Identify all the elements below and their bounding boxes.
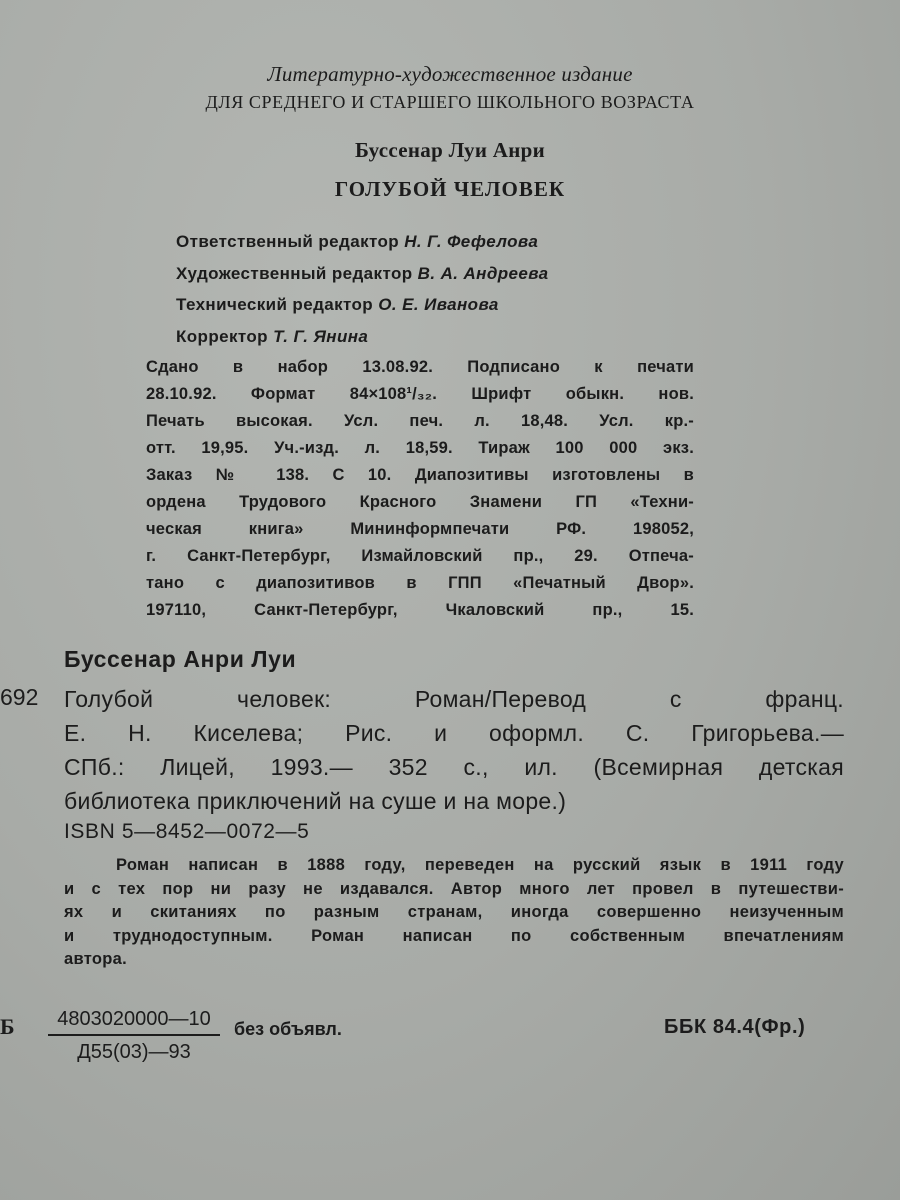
credit-name: В. А. Андреева bbox=[417, 263, 549, 283]
credit-role: Корректор bbox=[176, 326, 268, 346]
imprint-line: 197110, Санкт-Петербург, Чкаловский пр., 15. bbox=[146, 601, 694, 619]
bib-line: Е. Н. Киселева; Рис. и оформл. С. Григорьева.— bbox=[64, 720, 844, 746]
annotation-line: ях и скитаниях по разным странам, иногда совершенно неизученным bbox=[64, 903, 844, 921]
imprint-line: тано с диапозитивов в ГПП «Печатный Двор». bbox=[146, 574, 694, 592]
imprint-line: Сдано в набор 13.08.92. Подписано к печати bbox=[146, 358, 694, 376]
classification-code: 692 bbox=[0, 684, 39, 710]
credit-name: О. Е. Иванова bbox=[378, 295, 499, 314]
credit-row bbox=[176, 289, 549, 321]
isbn: ISBN 5—8452—0072—5 bbox=[64, 820, 310, 843]
credit-role: Художественный редактор bbox=[176, 263, 413, 283]
imprint-line: 28.10.92. Формат 84×108¹/₃₂. Шрифт обыкн. нов. bbox=[146, 385, 694, 403]
credit-role: Ответственный редактор bbox=[176, 232, 400, 251]
imprint-line: отт. 19,95. Уч.-изд. л. 18,59. Тираж 100 000 экз. bbox=[146, 439, 694, 457]
bib-line: Голубой человек: Роман/Перевод с франц. bbox=[64, 686, 844, 712]
author-name: Буссенар Луи Анри bbox=[354, 138, 546, 162]
imprint-line: ордена Трудового Красного Знамени ГП «Техни- bbox=[146, 493, 694, 511]
credit-row bbox=[176, 321, 549, 353]
code-numerator: 4803020000—10 bbox=[57, 1008, 211, 1030]
annotation bbox=[64, 854, 844, 972]
credit-row bbox=[176, 258, 549, 290]
fraction-bar bbox=[48, 1034, 220, 1036]
imprint-line: ческая книга» Мининформпечати РФ. 198052, bbox=[146, 520, 694, 538]
annotation-line: автора. bbox=[64, 950, 127, 968]
bibliographic-author: Буссенар Анри Луи bbox=[64, 646, 297, 672]
bbk-code: ББК 84.4(Фр.) bbox=[664, 1016, 806, 1038]
bib-line: СПб.: Лицей, 1993.— 352 с., ил. (Всемирная детская bbox=[64, 754, 844, 780]
credit-name: Т. Г. Янина bbox=[273, 326, 369, 346]
editorial-credits bbox=[176, 226, 549, 352]
publication-code bbox=[48, 1005, 220, 1066]
bibliographic-record bbox=[64, 682, 844, 818]
audience-line: ДЛЯ СРЕДНЕГО И СТАРШЕГО ШКОЛЬНОГО ВОЗРАСТА bbox=[205, 92, 695, 112]
printing-details bbox=[146, 354, 694, 624]
credit-name: Н. Г. Фефелова bbox=[404, 232, 539, 251]
code-denominator: Д55(03)—93 bbox=[77, 1041, 191, 1063]
annotation-line: и труднодоступным. Роман написан по собственным впечатлениям bbox=[64, 926, 844, 945]
genre-line: Литературно-художественное издание bbox=[267, 62, 633, 86]
annotation-line: и с тех пор ни разу не издавался. Автор много лет провел в путешестви- bbox=[64, 879, 844, 898]
credit-role: Технический редактор bbox=[176, 295, 374, 314]
code-letter: Б bbox=[0, 1014, 15, 1039]
imprint-line: г. Санкт-Петербург, Измайловский пр., 29. Отпеча- bbox=[146, 547, 694, 565]
book-title: ГОЛУБОЙ ЧЕЛОВЕК bbox=[334, 177, 566, 201]
annotation-line: Роман написан в 1888 году, переведен на русский язык в 1911 году bbox=[116, 856, 844, 874]
bib-line: библиотека приключений на суше и на море.) bbox=[64, 788, 567, 814]
imprint-line: Печать высокая. Усл. печ. л. 18,48. Усл. кр.- bbox=[146, 412, 694, 430]
credit-row bbox=[176, 226, 549, 258]
announcement-note: без объявл. bbox=[234, 1019, 342, 1039]
imprint-line: Заказ № 138. С 10. Диапозитивы изготовлены в bbox=[146, 466, 694, 484]
